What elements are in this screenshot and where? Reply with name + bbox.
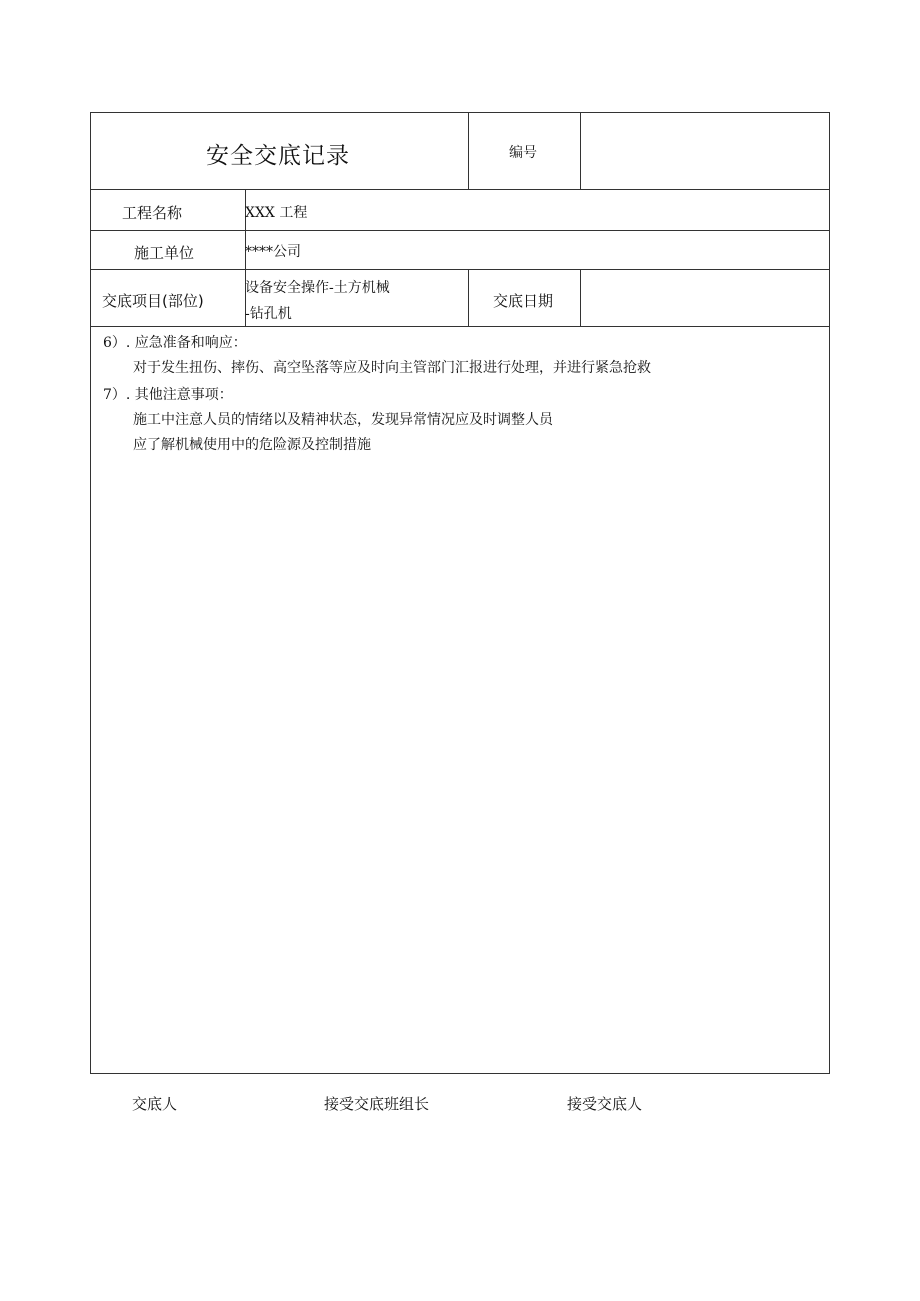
row-divider xyxy=(91,326,829,327)
row-divider xyxy=(91,269,829,270)
briefing-item-value-line1: 设备安全操作-土方机械 xyxy=(245,280,390,296)
row-divider xyxy=(91,189,829,190)
content-line: 施工中注意人员的情绪以及精神状态，发现异常情况应及时调整人员 xyxy=(133,412,553,428)
column-divider xyxy=(580,113,581,189)
content-line: 应了解机械使用中的危险源及控制措施 xyxy=(133,437,371,453)
briefing-date-label: 交底日期 xyxy=(493,292,554,310)
section-emergency xyxy=(103,331,823,381)
briefing-content xyxy=(103,331,823,460)
presenter-label: 交底人 xyxy=(132,1095,178,1113)
column-divider xyxy=(468,113,469,189)
row-divider xyxy=(91,230,829,231)
construction-unit-label: 施工单位 xyxy=(134,244,195,262)
project-name-value: XXX 工程 xyxy=(245,205,308,221)
construction-unit-value: ****公司 xyxy=(245,244,301,260)
briefing-item-value-line2: -钻孔机 xyxy=(245,306,292,322)
receiver-label: 接受交底人 xyxy=(567,1095,643,1113)
project-name-label: 工程名称 xyxy=(122,204,183,222)
team-leader-label: 接受交底班组长 xyxy=(324,1095,430,1113)
section-other-notes xyxy=(103,383,823,458)
form-title: 安全交底记录 xyxy=(206,143,350,169)
number-label: 编号 xyxy=(509,145,537,161)
column-divider xyxy=(580,269,581,326)
content-line: 对于发生扭伤、摔伤、高空坠落等应及时向主管部门汇报进行处理，并进行紧急抢救 xyxy=(133,360,651,376)
section-heading: 7）. 其他注意事项： xyxy=(103,387,233,403)
section-heading: 6）. 应急准备和响应： xyxy=(103,335,247,351)
briefing-item-label: 交底项目(部位) xyxy=(102,292,204,310)
column-divider xyxy=(468,269,469,326)
safety-briefing-form xyxy=(90,112,830,1074)
